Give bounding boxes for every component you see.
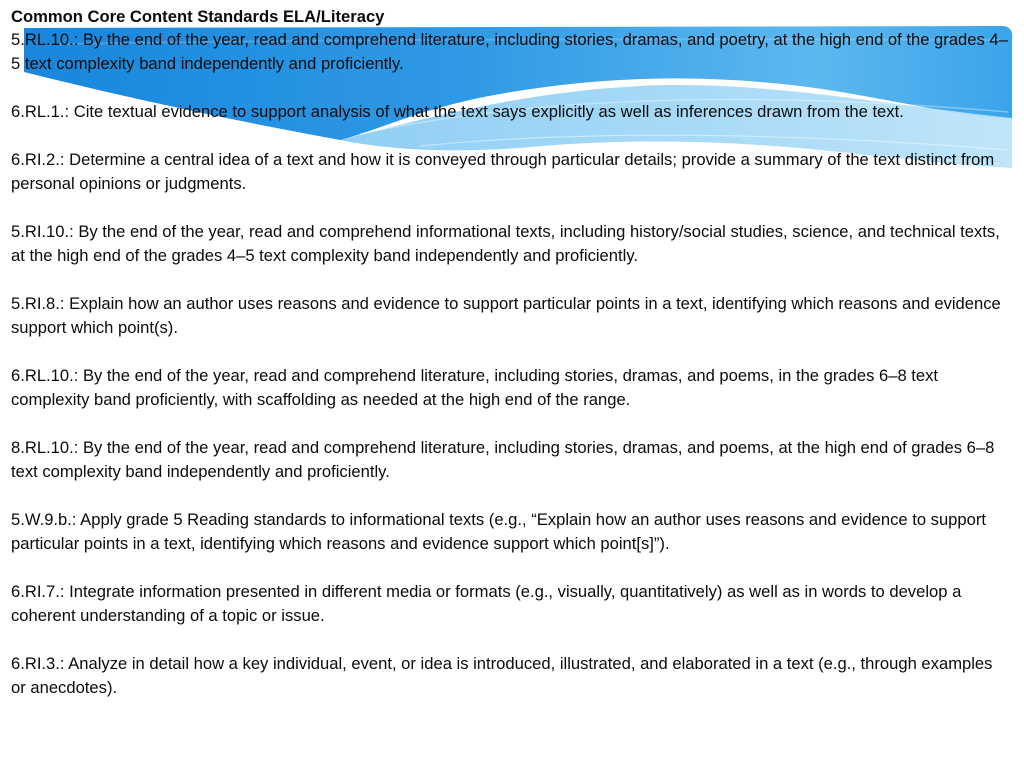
slide-content bbox=[11, 6, 1011, 724]
slide-title: Common Core Content Standards ELA/Literacy bbox=[11, 7, 385, 26]
standard-item: 6.RI.2.: Determine a central idea of a text and how it is conveyed through particular details; provide a summary of the text distinct from personal opinions or judgments. bbox=[11, 150, 995, 193]
standard-item: 6.RI.3.: Analyze in detail how a key individual, event, or idea is introduced, illustrated, and elaborated in a text (e.g., through examples or anecdotes). bbox=[11, 654, 993, 697]
standard-item: 8.RL.10.: By the end of the year, read and comprehend literature, including stories, dramas, and poems, at the high end of grades 6–8 text complexity band independently and proficiently. bbox=[11, 438, 995, 481]
standard-item: 5.RI.10.: By the end of the year, read and comprehend informational texts, including history/social studies, science, and technical texts, at the high end of the grades 4–5 text complexity band independently and proficiently. bbox=[11, 222, 1000, 265]
standard-item: 6.RL.10.: By the end of the year, read and comprehend literature, including stories, dramas, and poems, in the grades 6–8 text complexity band proficiently, with scaffolding as needed at the high end of the range. bbox=[11, 366, 939, 409]
standard-item: 5.RI.8.: Explain how an author uses reasons and evidence to support particular points in a text, identifying which reasons and evidence support which point(s). bbox=[11, 294, 1001, 337]
standard-item: 6.RI.7.: Integrate information presented in different media or formats (e.g., visually, quantitatively) as well as in words to develop a coherent understanding of a topic or issue. bbox=[11, 582, 962, 625]
standard-item: 5.W.9.b.: Apply grade 5 Reading standards to informational texts (e.g., “Explain how an author uses reasons and evidence to support particular points in a text, identifying which reasons and evidence support which point[s]”). bbox=[11, 510, 987, 553]
standard-item: 6.RL.1.: Cite textual evidence to support analysis of what the text says explicitly as well as inferences drawn from the text. bbox=[11, 102, 904, 121]
standard-item: 5.RL.10.: By the end of the year, read and comprehend literature, including stories, dramas, and poetry, at the high end of the grades 4–5 text complexity band independently and proficiently. bbox=[11, 30, 1008, 73]
